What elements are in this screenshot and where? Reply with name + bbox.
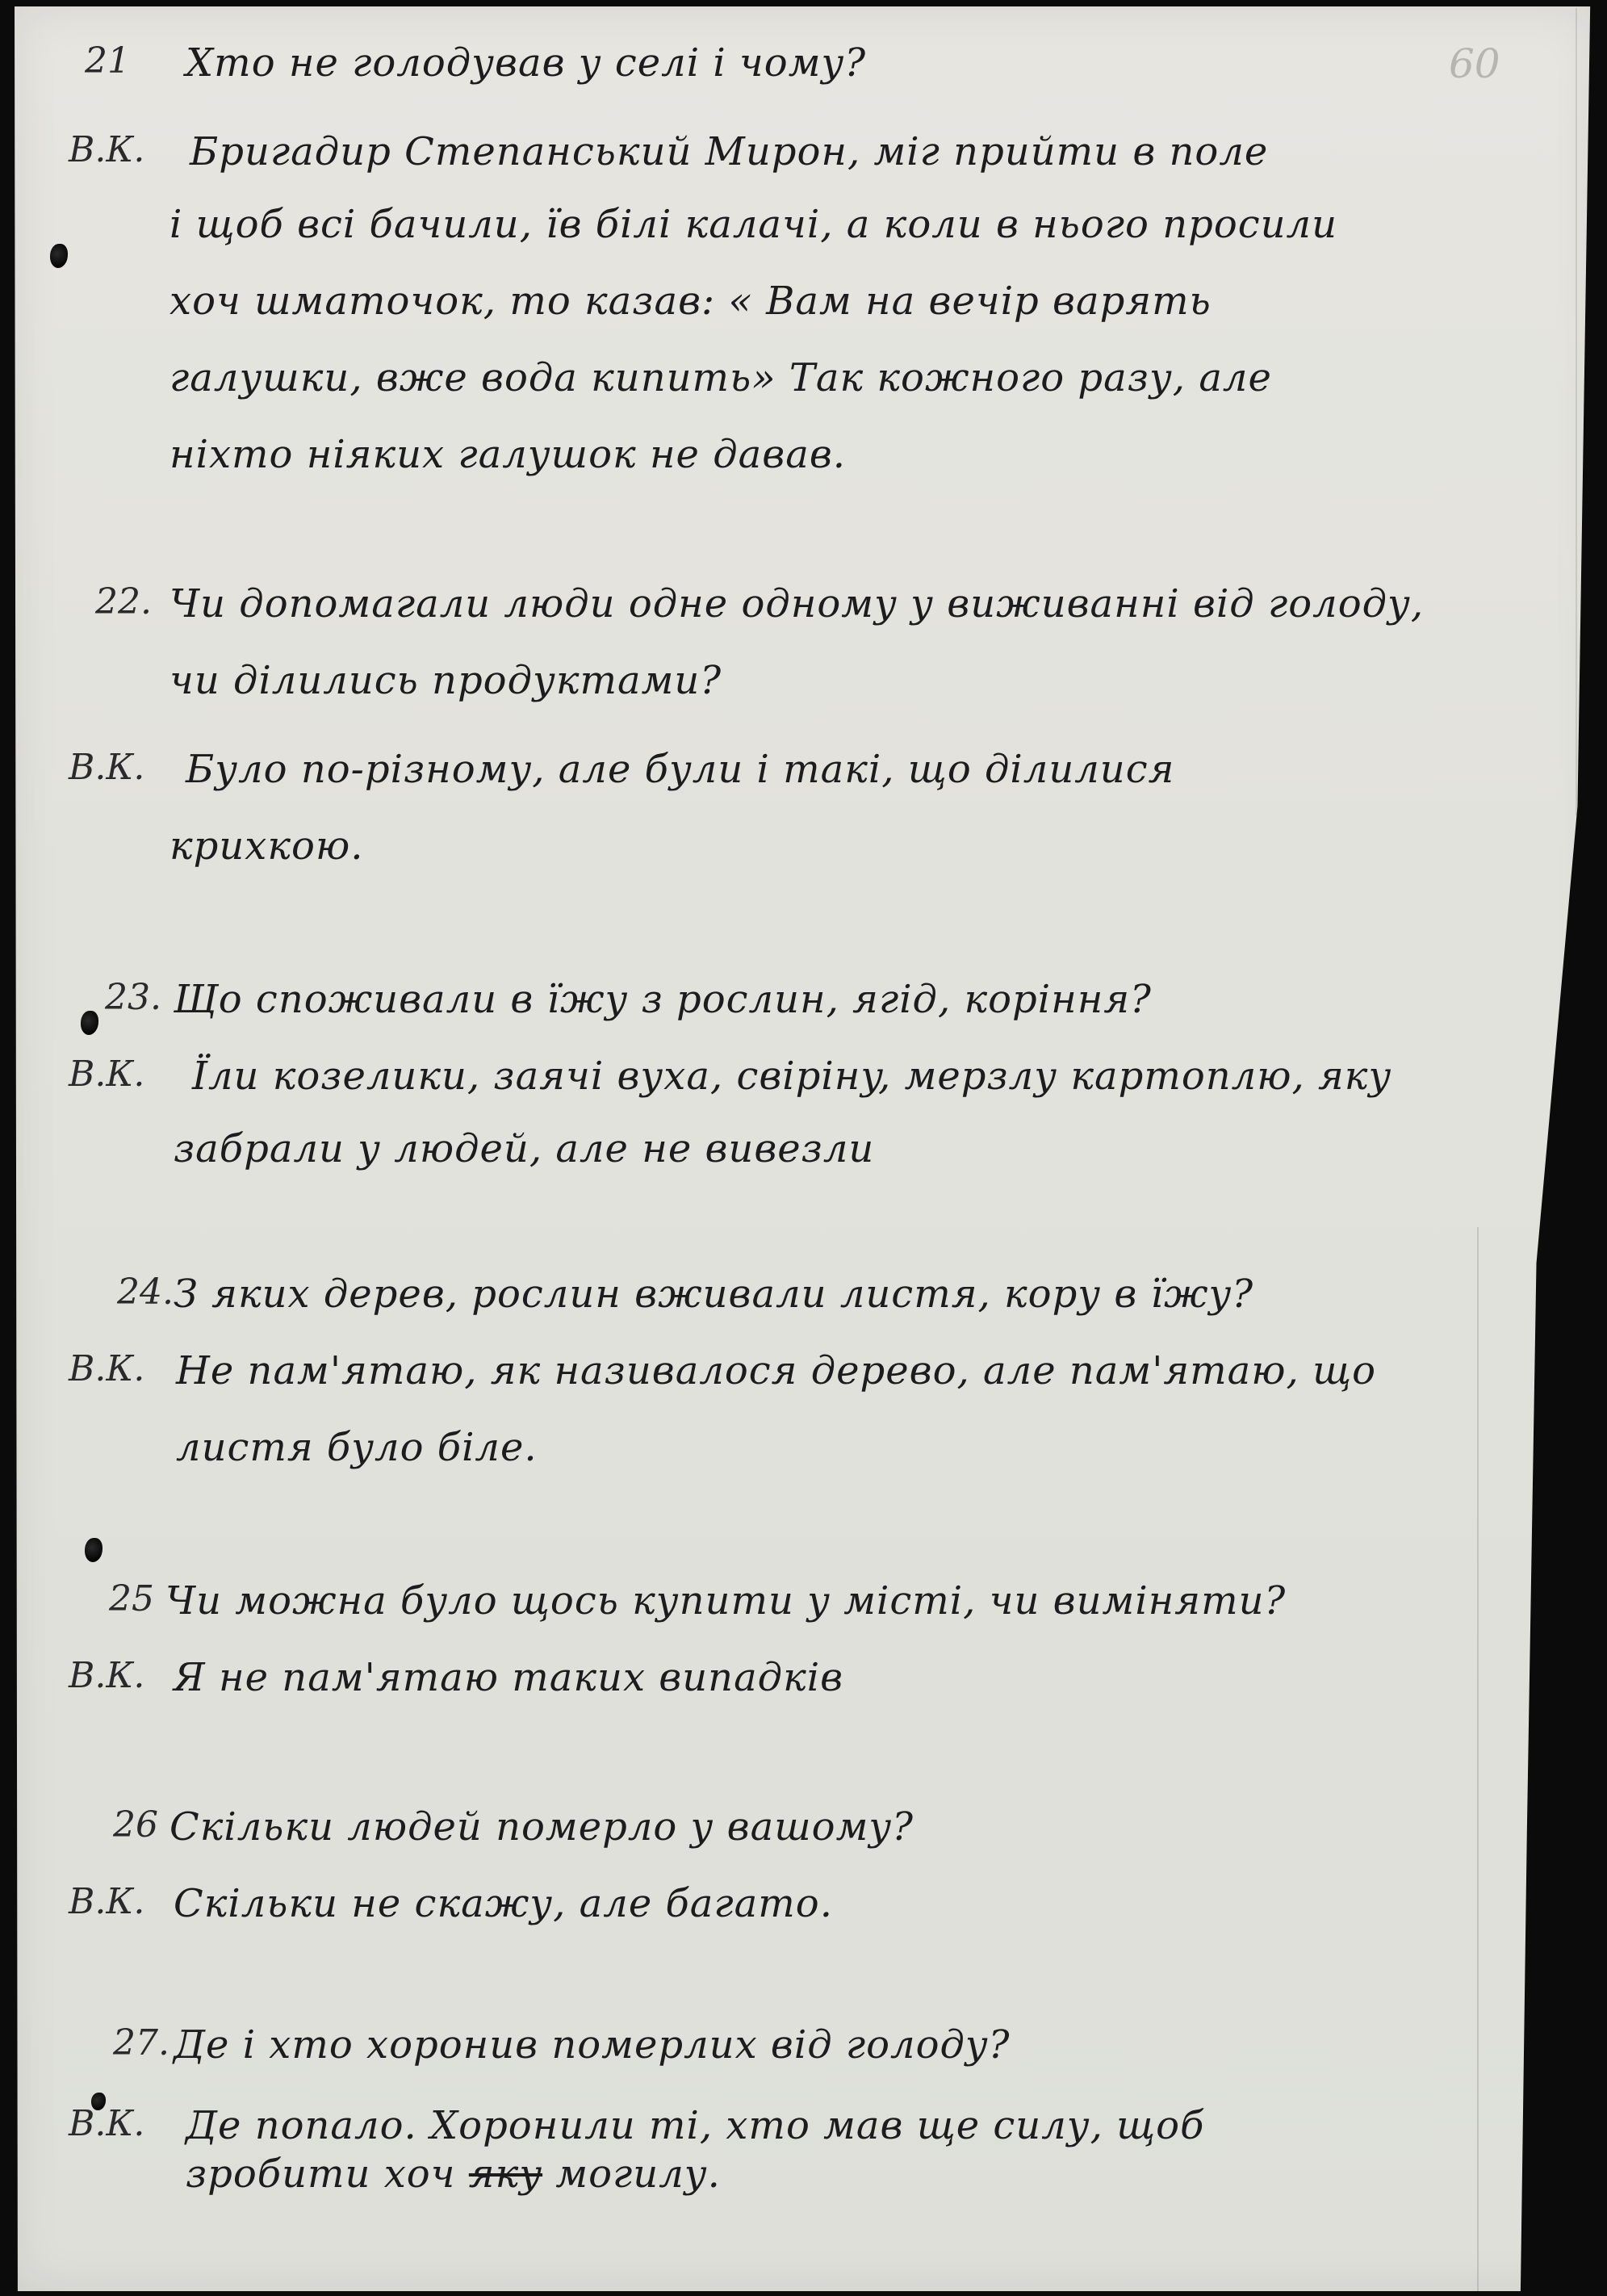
question-text: чи ділились продуктами?: [169, 658, 722, 703]
answer-label: В.К.: [69, 1054, 145, 1095]
answer-line: і щоб всі бачили, їв білі калачі, а коли в нього просили: [169, 202, 1338, 247]
question-text: З яких дерев, рослин вживали листя, кору в їжу?: [174, 1272, 1254, 1317]
question-number: 27.: [113, 2022, 169, 2063]
answer-line: Де попало. Хоронили ті, хто мав ще силу, щоб: [186, 2103, 1205, 2148]
answer-line: Я не пам'ятаю таких випадків: [174, 1655, 844, 1700]
paper-fold-mark: [1477, 1227, 1479, 2293]
question-number: 23.: [105, 977, 161, 1018]
answer-line: галушки, вже вода кипить» Так кожного разу, але: [169, 355, 1272, 400]
answer-line: [186, 2151, 721, 2197]
question-number: 26: [113, 1804, 158, 1846]
answer-label: В.К.: [69, 747, 145, 788]
paper-edge-mark: [1576, 8, 1577, 815]
answer-label: В.К.: [69, 129, 145, 170]
answer-label: В.К.: [69, 1348, 145, 1389]
answer-line: Скільки не скажу, але багато.: [174, 1881, 833, 1926]
answer-line: Їли козелики, заячі вуха, свірінy, мерзлу картоплю, яку: [192, 1054, 1392, 1099]
answer-line: крихкою.: [169, 823, 364, 869]
struck-out-word: яку: [468, 2151, 543, 2197]
question-text: Чи допомагали люди одне одному у виживанні від голоду,: [169, 581, 1425, 626]
question-text: Чи можна було щось купити у місті, чи виміняти?: [165, 1578, 1287, 1624]
question-number: 25: [109, 1578, 154, 1619]
answer-line-end: могилу.: [542, 2151, 721, 2197]
answer-line: Не пам'ятаю, як називалося дерево, але пам'ятаю, що: [176, 1348, 1377, 1393]
question-text: Де і хто хоронив померлих від голоду?: [174, 2022, 1011, 2068]
question-text: Скільки людей померло у вашому?: [169, 1804, 914, 1850]
page-number: 60: [1449, 40, 1500, 87]
answer-line-start: зробити хоч: [186, 2151, 469, 2197]
question-text: Що споживали в їжу з рослин, ягід, коріння?: [174, 977, 1152, 1022]
question-number: 21: [85, 40, 130, 82]
answer-label: В.К.: [69, 2103, 145, 2144]
answer-label: В.К.: [69, 1881, 145, 1922]
answer-line: хоч шматочок, то казав: « Вам на вечір варять: [169, 279, 1212, 324]
question-number: 24.: [117, 1272, 174, 1313]
answer-line: листя було біле.: [176, 1425, 538, 1470]
answer-label: В.К.: [69, 1655, 145, 1696]
question-number: 22.: [95, 581, 152, 622]
answer-line: забрали у людей, але не вивезли: [174, 1126, 875, 1171]
question-text: Хто не голодував у селі і чому?: [186, 40, 867, 86]
answer-line: Бригадир Степанський Мирон, міг прийти в поле: [190, 129, 1269, 174]
answer-line: ніхто ніяких галушок не давав.: [169, 432, 847, 477]
answer-line: Було по-різному, але були і такі, що ділилися: [186, 747, 1175, 792]
